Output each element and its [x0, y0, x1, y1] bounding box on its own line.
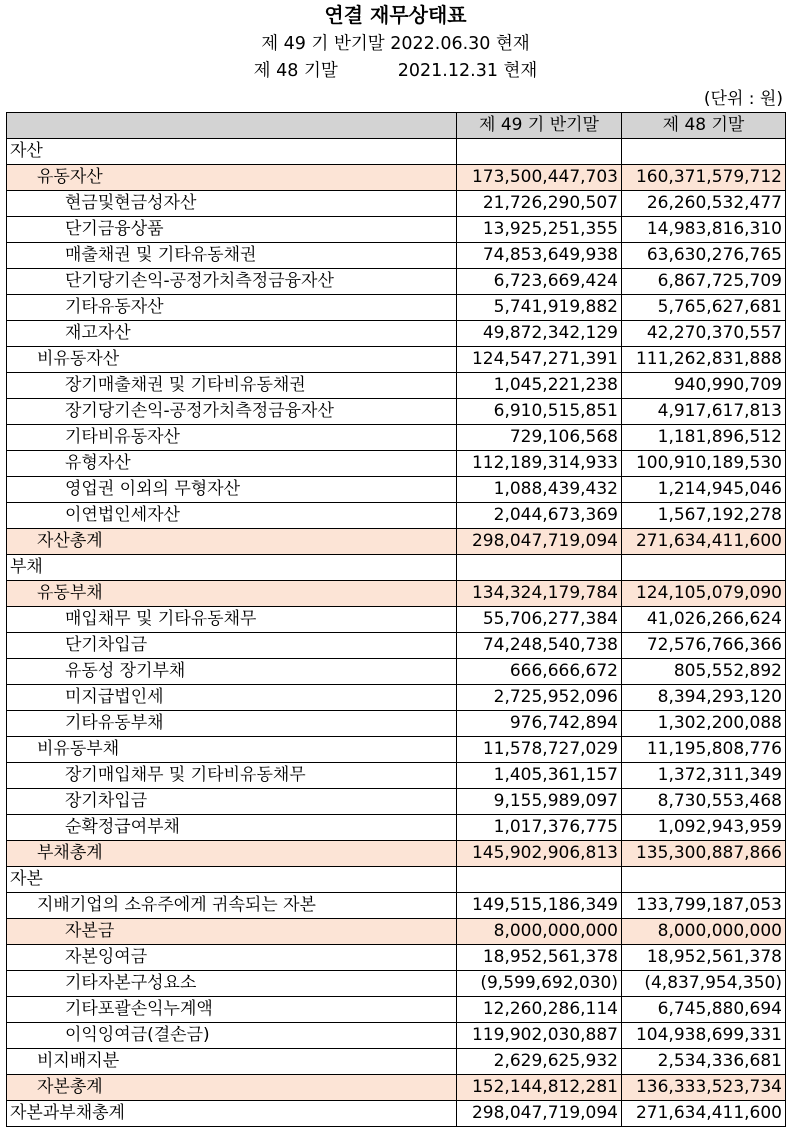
table-row: [7, 373, 786, 399]
current-period-value-cell: 2,629,625,932: [457, 1049, 622, 1075]
prior-period-value-cell: 4,917,617,813: [622, 399, 786, 425]
current-period-value-cell: 11,578,727,029: [457, 737, 622, 763]
account-name-cell: 장기당기손익-공정가치측정금융자산: [7, 399, 457, 425]
account-name-cell: 매출채권 및 기타유동채권: [7, 243, 457, 269]
account-name-cell: 자본: [7, 867, 457, 893]
prior-period-value-cell: [622, 139, 786, 165]
account-name-cell: 자산: [7, 139, 457, 165]
table-row: [7, 165, 786, 191]
current-period-value-cell: 8,000,000,000: [457, 919, 622, 945]
prior-period-value-cell: 72,576,766,366: [622, 633, 786, 659]
column-header-account: [7, 113, 457, 139]
current-period-value-cell: 298,047,719,094: [457, 529, 622, 555]
table-row: [7, 763, 786, 789]
current-period-value-cell: 1,088,439,432: [457, 477, 622, 503]
prior-period-value-cell: 940,990,709: [622, 373, 786, 399]
account-name-cell: 유형자산: [7, 451, 457, 477]
account-name-cell: 부채총계: [7, 841, 457, 867]
current-period-value-cell: [457, 555, 622, 581]
prior-period-value-cell: 160,371,579,712: [622, 165, 786, 191]
current-period-value-cell: 666,666,672: [457, 659, 622, 685]
prior-period-label: 제 48 기말: [253, 61, 338, 81]
current-period-value-cell: 18,952,561,378: [457, 945, 622, 971]
table-row: [7, 295, 786, 321]
table-row: [7, 997, 786, 1023]
current-period-value-cell: 298,047,719,094: [457, 1101, 622, 1127]
table-body: [7, 139, 786, 1127]
current-period-value-cell: 74,853,649,938: [457, 243, 622, 269]
account-name-cell: 유동부채: [7, 581, 457, 607]
prior-period-value-cell: 26,260,532,477: [622, 191, 786, 217]
prior-period-value-cell: 8,394,293,120: [622, 685, 786, 711]
current-period-value-cell: 112,189,314,933: [457, 451, 622, 477]
current-period-value-cell: 149,515,186,349: [457, 893, 622, 919]
table-row: [7, 919, 786, 945]
table-row: [7, 867, 786, 893]
table-row: [7, 1075, 786, 1101]
account-name-cell: 유동성 장기부채: [7, 659, 457, 685]
current-period-value-cell: 5,741,919,882: [457, 295, 622, 321]
account-name-cell: 장기매입채무 및 기타비유동채무: [7, 763, 457, 789]
current-period-value-cell: 729,106,568: [457, 425, 622, 451]
prior-period-value-cell: 1,181,896,512: [622, 425, 786, 451]
table-row: [7, 685, 786, 711]
account-name-cell: 기타비유동자산: [7, 425, 457, 451]
current-period-value-cell: 49,872,342,129: [457, 321, 622, 347]
account-name-cell: 장기차입금: [7, 789, 457, 815]
prior-period-value-cell: 63,630,276,765: [622, 243, 786, 269]
prior-period-value-cell: 2,534,336,681: [622, 1049, 786, 1075]
table-row: [7, 1049, 786, 1075]
current-period-line: 제 49 기 반기말 2022.06.30 현재: [261, 34, 530, 54]
prior-period-value-cell: 111,262,831,888: [622, 347, 786, 373]
prior-period-value-cell: 5,765,627,681: [622, 295, 786, 321]
prior-period-value-cell: (4,837,954,350): [622, 971, 786, 997]
prior-period-value-cell: 11,195,808,776: [622, 737, 786, 763]
table-row: [7, 529, 786, 555]
prior-period-value-cell: 1,372,311,349: [622, 763, 786, 789]
table-row: [7, 269, 786, 295]
current-period-value-cell: 6,910,515,851: [457, 399, 622, 425]
table-row: [7, 841, 786, 867]
current-period-value-cell: 2,725,952,096: [457, 685, 622, 711]
prior-period-date: 2021.12.31 현재: [397, 61, 538, 81]
account-name-cell: 비유동자산: [7, 347, 457, 373]
table-row: [7, 737, 786, 763]
table-row: [7, 789, 786, 815]
account-name-cell: 영업권 이외의 무형자산: [7, 477, 457, 503]
table-row: [7, 451, 786, 477]
prior-period-value-cell: 104,938,699,331: [622, 1023, 786, 1049]
table-row: [7, 191, 786, 217]
table-header-row: [7, 113, 786, 139]
current-period-value-cell: 152,144,812,281: [457, 1075, 622, 1101]
table-row: [7, 503, 786, 529]
table-row: [7, 555, 786, 581]
table-row: [7, 659, 786, 685]
prior-period-value-cell: 271,634,411,600: [622, 1101, 786, 1127]
prior-period-value-cell: 133,799,187,053: [622, 893, 786, 919]
current-period-value-cell: 9,155,989,097: [457, 789, 622, 815]
prior-period-value-cell: 805,552,892: [622, 659, 786, 685]
table-row: [7, 1101, 786, 1127]
current-period-value-cell: 21,726,290,507: [457, 191, 622, 217]
column-header-current: 제 49 기 반기말: [457, 113, 622, 139]
account-name-cell: 자산총계: [7, 529, 457, 555]
account-name-cell: 이연법인세자산: [7, 503, 457, 529]
column-header-prior: 제 48 기말: [622, 113, 786, 139]
prior-period-value-cell: 8,730,553,468: [622, 789, 786, 815]
table-row: [7, 711, 786, 737]
prior-period-value-cell: [622, 555, 786, 581]
account-name-cell: 자본잉여금: [7, 945, 457, 971]
prior-period-value-cell: 6,867,725,709: [622, 269, 786, 295]
prior-period-value-cell: 136,333,523,734: [622, 1075, 786, 1101]
prior-period-value-cell: 271,634,411,600: [622, 529, 786, 555]
account-name-cell: 이익잉여금(결손금): [7, 1023, 457, 1049]
current-period-value-cell: 55,706,277,384: [457, 607, 622, 633]
table-row: [7, 321, 786, 347]
account-name-cell: 지배기업의 소유주에게 귀속되는 자본: [7, 893, 457, 919]
current-period-value-cell: 124,547,271,391: [457, 347, 622, 373]
prior-period-value-cell: 18,952,561,378: [622, 945, 786, 971]
account-name-cell: 부채: [7, 555, 457, 581]
account-name-cell: 기타유동자산: [7, 295, 457, 321]
prior-period-value-cell: [622, 867, 786, 893]
table-row: [7, 243, 786, 269]
current-period-value-cell: 173,500,447,703: [457, 165, 622, 191]
account-name-cell: 자본총계: [7, 1075, 457, 1101]
account-name-cell: 비유동부채: [7, 737, 457, 763]
prior-period-value-cell: 42,270,370,557: [622, 321, 786, 347]
current-period-value-cell: (9,599,692,030): [457, 971, 622, 997]
current-period-value-cell: 6,723,669,424: [457, 269, 622, 295]
current-period-value-cell: 1,017,376,775: [457, 815, 622, 841]
table-row: [7, 217, 786, 243]
table-row: [7, 945, 786, 971]
account-name-cell: 유동자산: [7, 165, 457, 191]
prior-period-line: [0, 59, 791, 83]
account-name-cell: 미지급법인세: [7, 685, 457, 711]
account-name-cell: 단기당기손익-공정가치측정금융자산: [7, 269, 457, 295]
prior-period-value-cell: 14,983,816,310: [622, 217, 786, 243]
table-row: [7, 425, 786, 451]
table-row: [7, 1023, 786, 1049]
prior-period-value-cell: 1,567,192,278: [622, 503, 786, 529]
current-period-value-cell: [457, 139, 622, 165]
account-name-cell: 재고자산: [7, 321, 457, 347]
current-period-value-cell: 2,044,673,369: [457, 503, 622, 529]
balance-sheet-table: [6, 112, 786, 1127]
table-row: [7, 607, 786, 633]
table-row: [7, 477, 786, 503]
prior-period-value-cell: 100,910,189,530: [622, 451, 786, 477]
account-name-cell: 기타포괄손익누계액: [7, 997, 457, 1023]
prior-period-value-cell: 124,105,079,090: [622, 581, 786, 607]
prior-period-value-cell: 1,302,200,088: [622, 711, 786, 737]
current-period-value-cell: [457, 867, 622, 893]
account-name-cell: 자본금: [7, 919, 457, 945]
statement-title: 연결 재무상태표: [324, 3, 467, 27]
table-row: [7, 581, 786, 607]
prior-period-value-cell: 6,745,880,694: [622, 997, 786, 1023]
account-name-cell: 기타유동부채: [7, 711, 457, 737]
current-period-value-cell: 1,045,221,238: [457, 373, 622, 399]
table-row: [7, 633, 786, 659]
prior-period-value-cell: 1,214,945,046: [622, 477, 786, 503]
current-period-value-cell: 1,405,361,157: [457, 763, 622, 789]
account-name-cell: 자본과부채총계: [7, 1101, 457, 1127]
prior-period-value-cell: 1,092,943,959: [622, 815, 786, 841]
table-row: [7, 399, 786, 425]
current-period-value-cell: 119,902,030,887: [457, 1023, 622, 1049]
account-name-cell: 기타자본구성요소: [7, 971, 457, 997]
current-period-value-cell: 134,324,179,784: [457, 581, 622, 607]
account-name-cell: 장기매출채권 및 기타비유동채권: [7, 373, 457, 399]
current-period-value-cell: 74,248,540,738: [457, 633, 622, 659]
current-period-value-cell: 976,742,894: [457, 711, 622, 737]
account-name-cell: 현금및현금성자산: [7, 191, 457, 217]
prior-period-value-cell: 8,000,000,000: [622, 919, 786, 945]
account-name-cell: 단기차입금: [7, 633, 457, 659]
table-row: [7, 347, 786, 373]
current-period-value-cell: 13,925,251,355: [457, 217, 622, 243]
table-row: [7, 971, 786, 997]
account-name-cell: 비지배지분: [7, 1049, 457, 1075]
prior-period-value-cell: 135,300,887,866: [622, 841, 786, 867]
account-name-cell: 단기금융상품: [7, 217, 457, 243]
account-name-cell: 매입채무 및 기타유동채무: [7, 607, 457, 633]
table-row: [7, 893, 786, 919]
table-row: [7, 139, 786, 165]
current-period-value-cell: 12,260,286,114: [457, 997, 622, 1023]
prior-period-value-cell: 41,026,266,624: [622, 607, 786, 633]
current-period-value-cell: 145,902,906,813: [457, 841, 622, 867]
account-name-cell: 순확정급여부채: [7, 815, 457, 841]
unit-label: (단위 : 원): [703, 89, 783, 109]
table-row: [7, 815, 786, 841]
